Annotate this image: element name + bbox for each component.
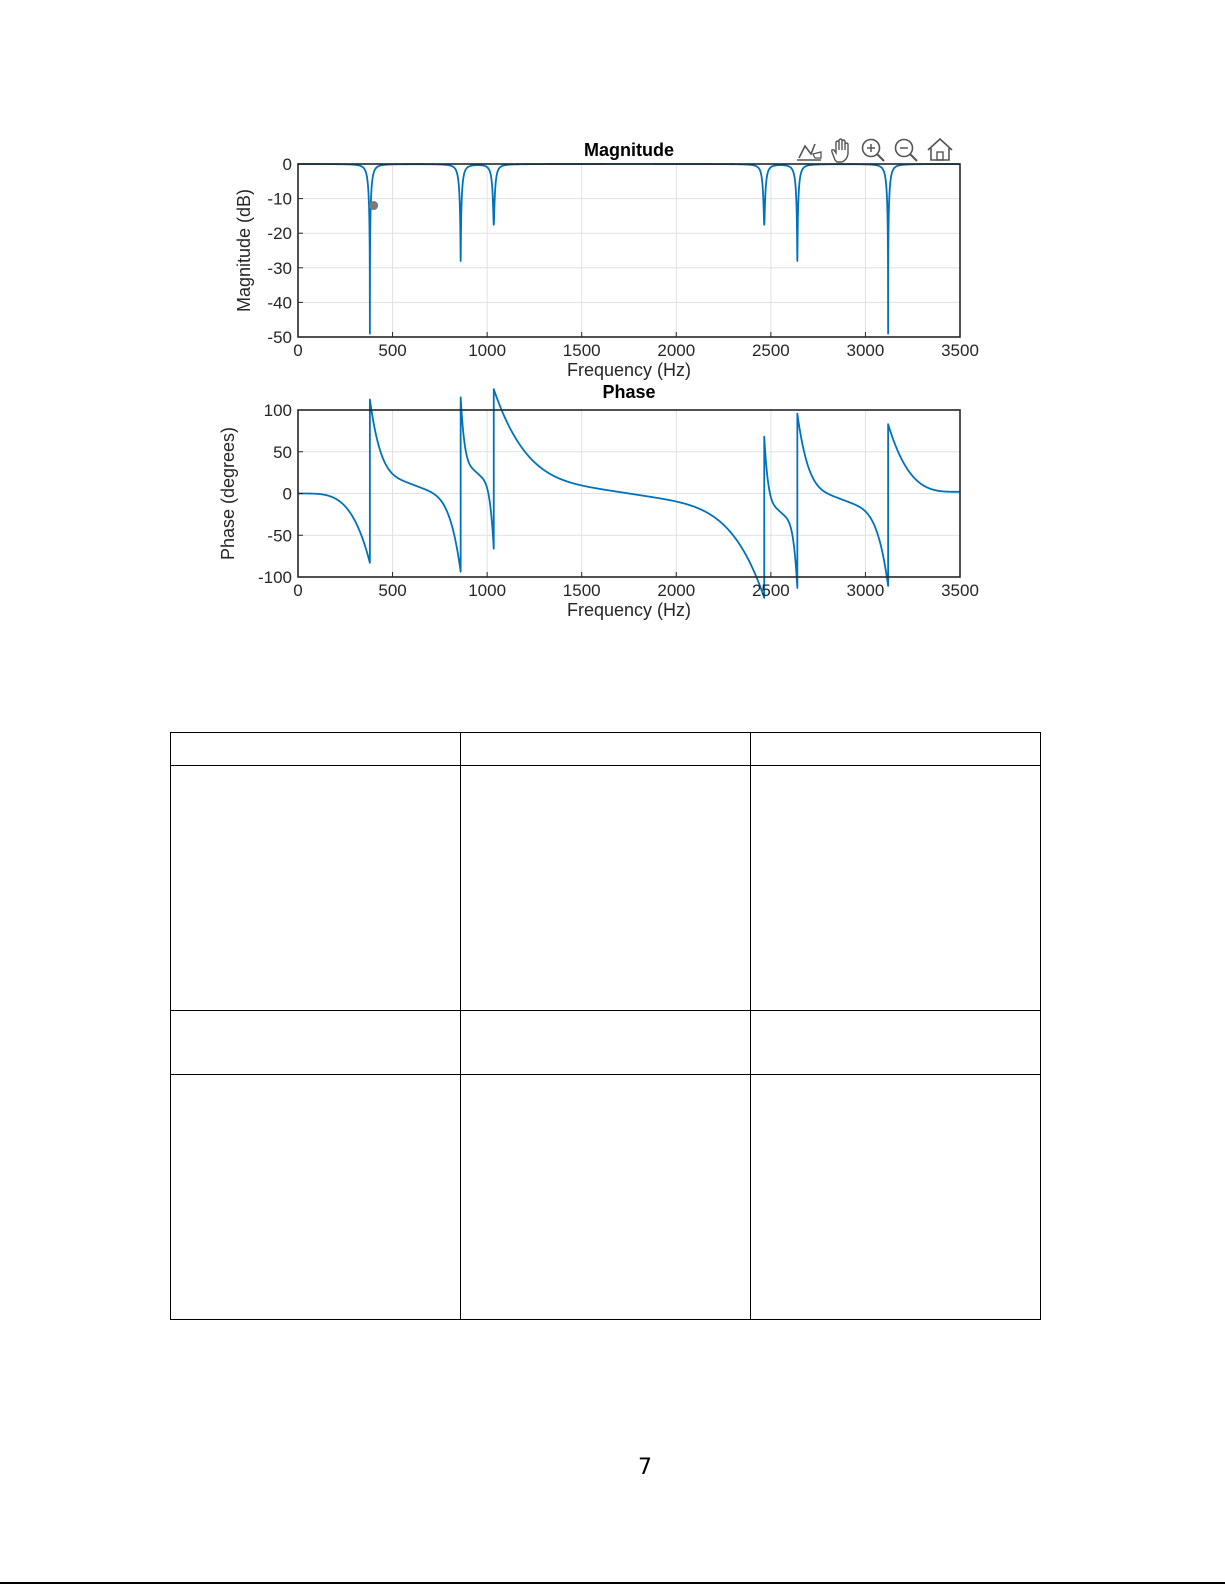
zoom-out-icon[interactable] [896, 140, 918, 162]
x-tick-label: 500 [378, 581, 407, 600]
table-cell [171, 1011, 461, 1075]
y-tick-label: 50 [273, 442, 292, 462]
x-tick-label: 3000 [846, 341, 885, 360]
bottom-rule [0, 1582, 1225, 1584]
table-cell [461, 733, 751, 766]
x-axis-label: Frequency (Hz) [566, 600, 692, 620]
x-tick-label: 1500 [562, 581, 601, 600]
chart-title: Magnitude [584, 140, 674, 160]
x-axis-label: Frequency (Hz) [566, 360, 692, 380]
x-tick-label: 0 [293, 341, 303, 360]
page-number: 7 [638, 1455, 652, 1480]
y-axis-label: Phase (degrees) [218, 426, 238, 561]
x-tick-label: 2500 [751, 581, 790, 600]
y-tick-label: 0 [282, 484, 292, 504]
table-cell [461, 766, 751, 1011]
data-cursor-marker [369, 201, 378, 210]
pan-hand-icon[interactable] [832, 139, 848, 162]
table-cell [461, 1075, 751, 1320]
x-tick-label: 0 [293, 581, 303, 600]
y-tick-label: -100 [257, 568, 292, 587]
x-tick-label: 1000 [468, 581, 507, 600]
y-tick-label: -40 [267, 293, 292, 313]
x-tick-label: 2500 [751, 341, 790, 360]
x-tick-label: 500 [378, 341, 407, 360]
plot-toolbar [797, 139, 952, 162]
y-tick-label: -50 [267, 328, 292, 347]
x-tick-label: 1500 [562, 341, 601, 360]
table-cell [171, 766, 461, 1011]
table-cell [461, 1011, 751, 1075]
plot-area [298, 164, 960, 337]
y-tick-label: -10 [267, 189, 292, 209]
y-axis-label: Magnitude (dB) [234, 188, 254, 313]
magnitude-plot [234, 140, 979, 380]
x-tick-label: 2000 [657, 581, 696, 600]
phase-plot [218, 382, 979, 620]
x-tick-label: 3500 [941, 341, 979, 360]
table-cell [751, 733, 1041, 766]
figure [0, 0, 1225, 660]
table-cell [751, 766, 1041, 1011]
x-tick-label: 1000 [468, 341, 507, 360]
brush-icon[interactable] [797, 144, 821, 160]
table-row [171, 1011, 1041, 1075]
y-tick-label: -50 [267, 526, 292, 546]
table-cell [751, 1075, 1041, 1320]
table-cell [751, 1011, 1041, 1075]
chart-title: Phase [602, 382, 656, 402]
home-icon[interactable] [928, 139, 952, 160]
y-tick-label: 100 [263, 401, 292, 420]
table-row [171, 733, 1041, 766]
blank-table [170, 732, 1041, 1320]
table-cell [171, 733, 461, 766]
table-row [171, 766, 1041, 1011]
zoom-in-icon[interactable] [863, 140, 885, 162]
y-tick-label: -20 [267, 224, 292, 244]
x-tick-label: 3500 [941, 581, 979, 600]
x-tick-label: 3000 [846, 581, 885, 600]
table-row [171, 1075, 1041, 1320]
table-cell [171, 1075, 461, 1320]
x-tick-label: 2000 [657, 341, 696, 360]
y-tick-label: -30 [267, 258, 292, 278]
y-tick-label: 0 [282, 155, 292, 174]
